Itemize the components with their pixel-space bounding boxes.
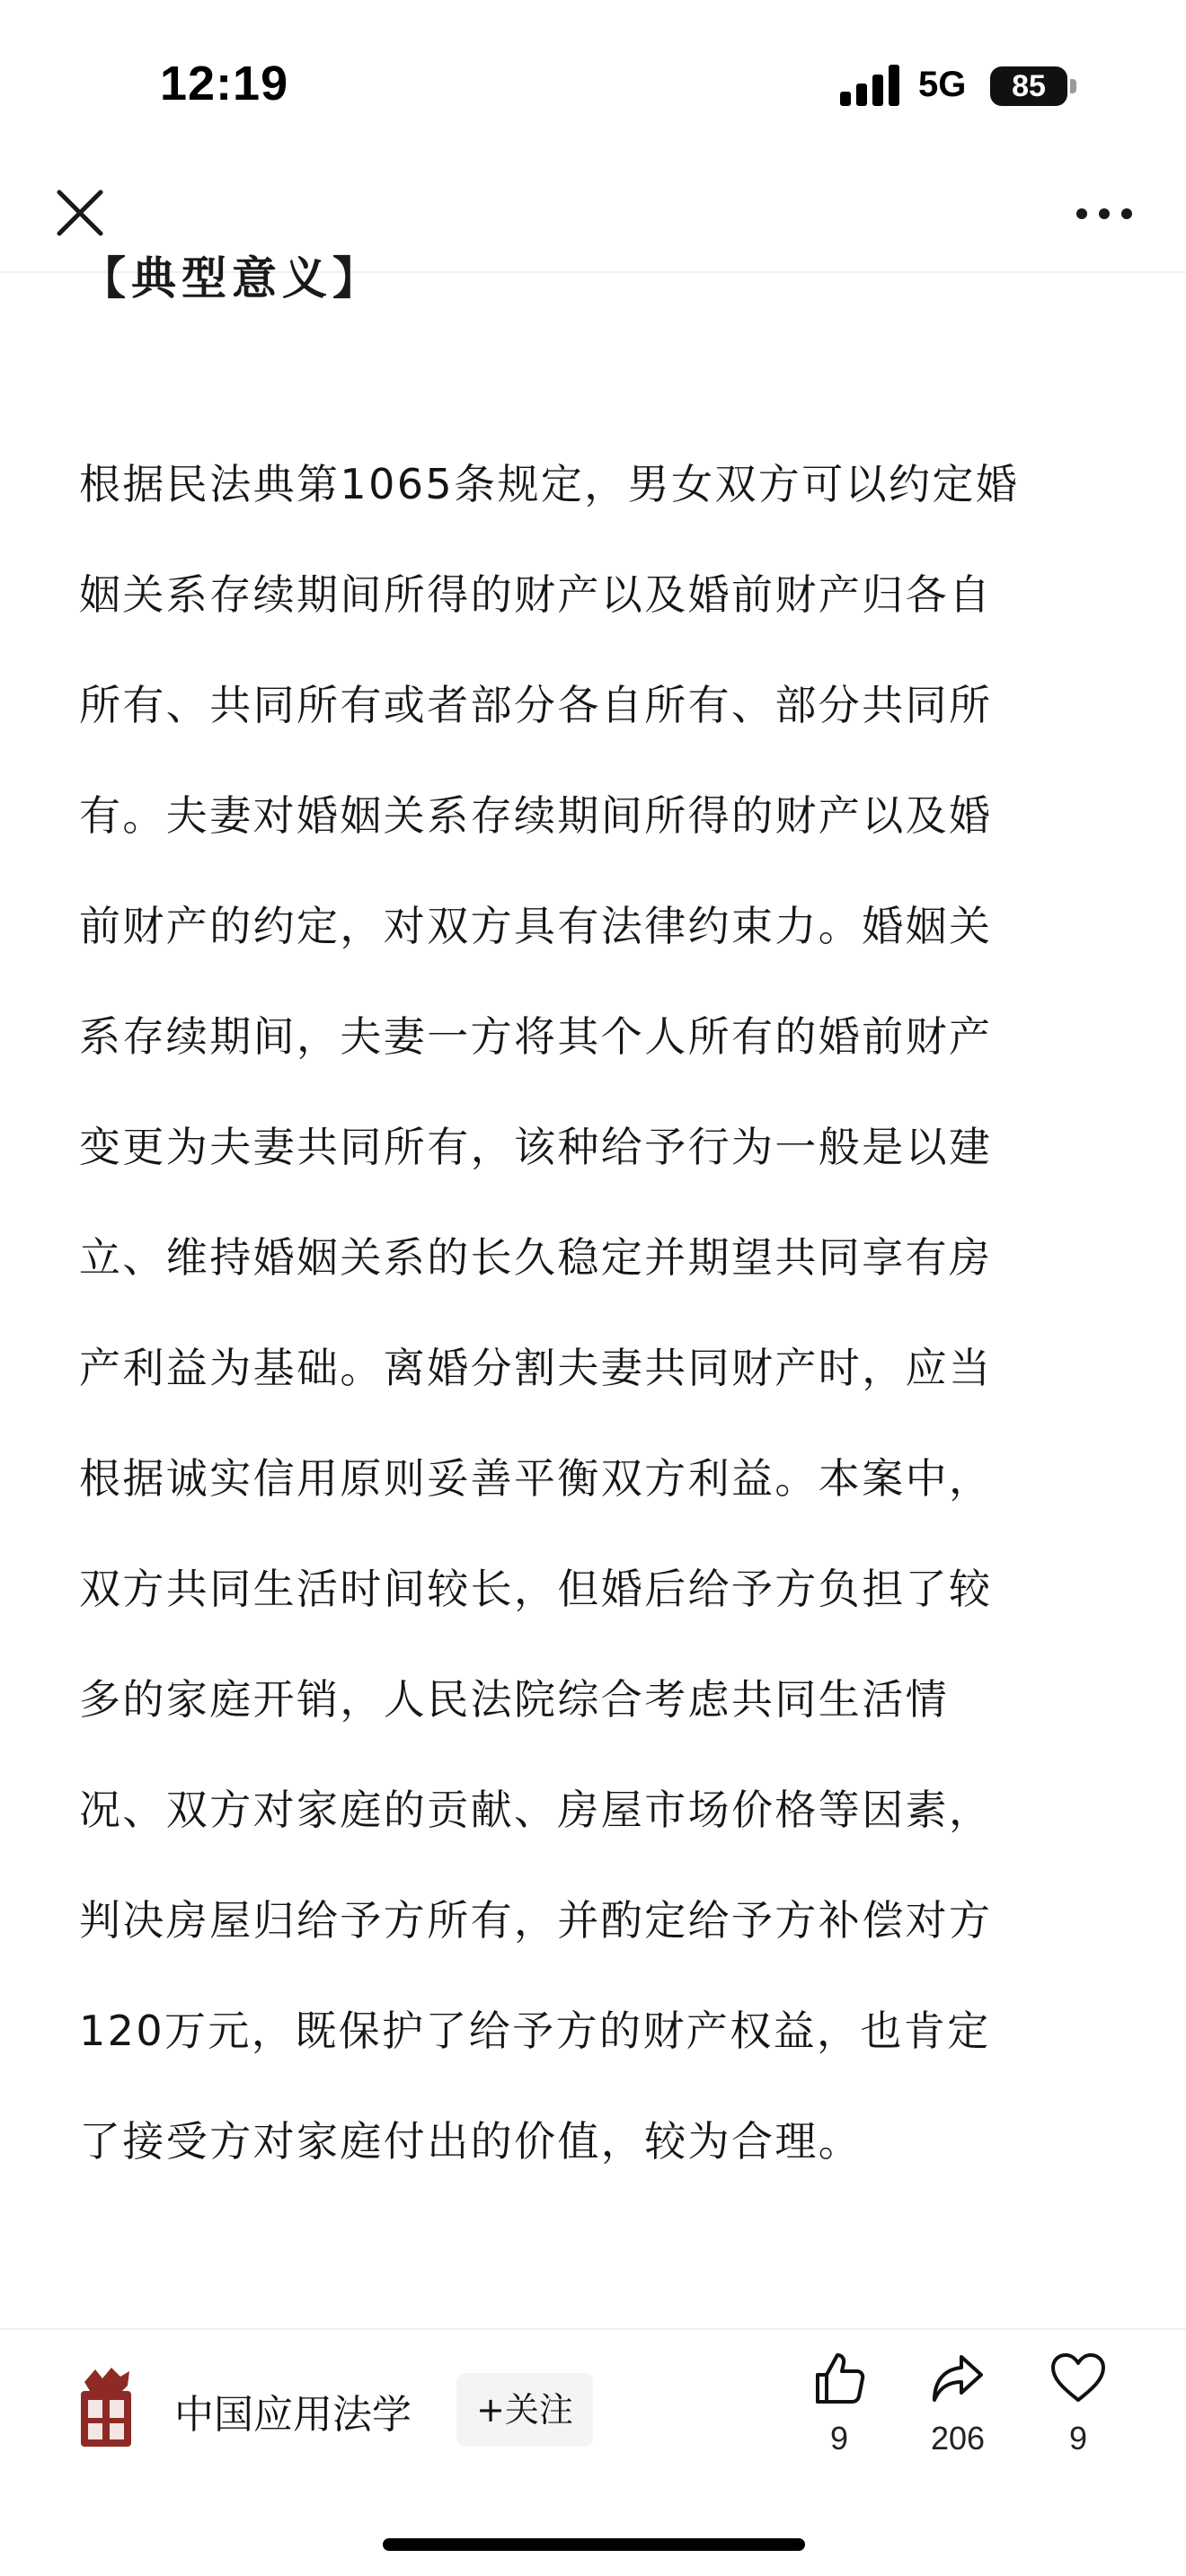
article-line: 所有、共同所有或者部分各自所有、部分共同所	[79, 681, 993, 729]
more-button[interactable]	[1073, 189, 1136, 239]
battery-icon	[990, 66, 1076, 106]
article-line: 立、维持婚姻关系的长久稳定并期望共同享有房	[79, 1233, 993, 1282]
article-line: 双方共同生活时间较长，但婚后给予方负担了较	[79, 1565, 993, 1613]
favorite-button[interactable]	[1015, 2350, 1141, 2466]
article-line: 况、双方对家庭的贡献、房屋市场价格等因素，	[79, 1786, 993, 1834]
article-line: 了接受方对家庭付出的价值，较为合理。	[79, 2117, 863, 2166]
bottom-divider	[0, 2328, 1186, 2330]
article-body	[79, 429, 1112, 2197]
like-count: 9	[829, 2420, 849, 2457]
article-line: 有。夫妻对婚姻关系存续期间所得的财产以及婚	[79, 791, 993, 840]
share-button[interactable]	[895, 2350, 1021, 2466]
article-line: 根据诚实信用原则妥善平衡双方利益。本案中，	[79, 1454, 993, 1503]
article-line: 120万元，既保护了给予方的财产权益，也肯定	[79, 2007, 991, 2055]
article-line: 变更为夫妻共同所有，该种给予行为一般是以建	[79, 1123, 993, 1171]
more-horizontal-icon	[1073, 189, 1136, 239]
follow-button[interactable]: +关注	[456, 2373, 593, 2447]
author-avatar[interactable]	[75, 2364, 137, 2450]
cellular-signal-icon	[840, 65, 901, 106]
article-line: 前财产的约定，对双方具有法律约束力。婚姻关	[79, 902, 993, 950]
battery-cap	[1070, 79, 1076, 93]
section-heading-clipped	[0, 252, 1186, 304]
article-line: 系存续期间，夫妻一方将其个人所有的婚前财产	[79, 1012, 993, 1061]
battery-level: 85	[1012, 69, 1046, 103]
like-button[interactable]	[776, 2350, 902, 2466]
home-indicator[interactable]	[383, 2538, 805, 2551]
author-name[interactable]: 中国应用法学	[174, 2392, 412, 2438]
article-line: 多的家庭开销，人民法院综合考虑共同生活情	[79, 1675, 949, 1724]
favorite-count: 9	[1068, 2420, 1088, 2457]
article-line: 姻关系存续期间所得的财产以及婚前财产归各自	[79, 570, 993, 619]
share-arrow-icon	[929, 2350, 987, 2407]
heart-icon	[1049, 2350, 1107, 2407]
close-icon	[49, 181, 111, 244]
status-bar	[0, 0, 1186, 162]
article-line: 判决房屋归给予方所有，并酌定给予方补偿对方	[79, 1896, 993, 1945]
article-line: 产利益为基础。离婚分割夫妻共同财产时，应当	[79, 1344, 993, 1392]
section-heading-text: 【典型意义】	[81, 252, 383, 304]
thumbs-up-icon	[810, 2350, 868, 2407]
article-line: 根据民法典第1065条规定，男女双方可以约定婚	[79, 460, 1020, 508]
share-count: 206	[930, 2420, 986, 2457]
network-type: 5G	[918, 65, 967, 104]
status-time: 12:19	[160, 57, 289, 110]
close-button[interactable]	[49, 181, 111, 244]
